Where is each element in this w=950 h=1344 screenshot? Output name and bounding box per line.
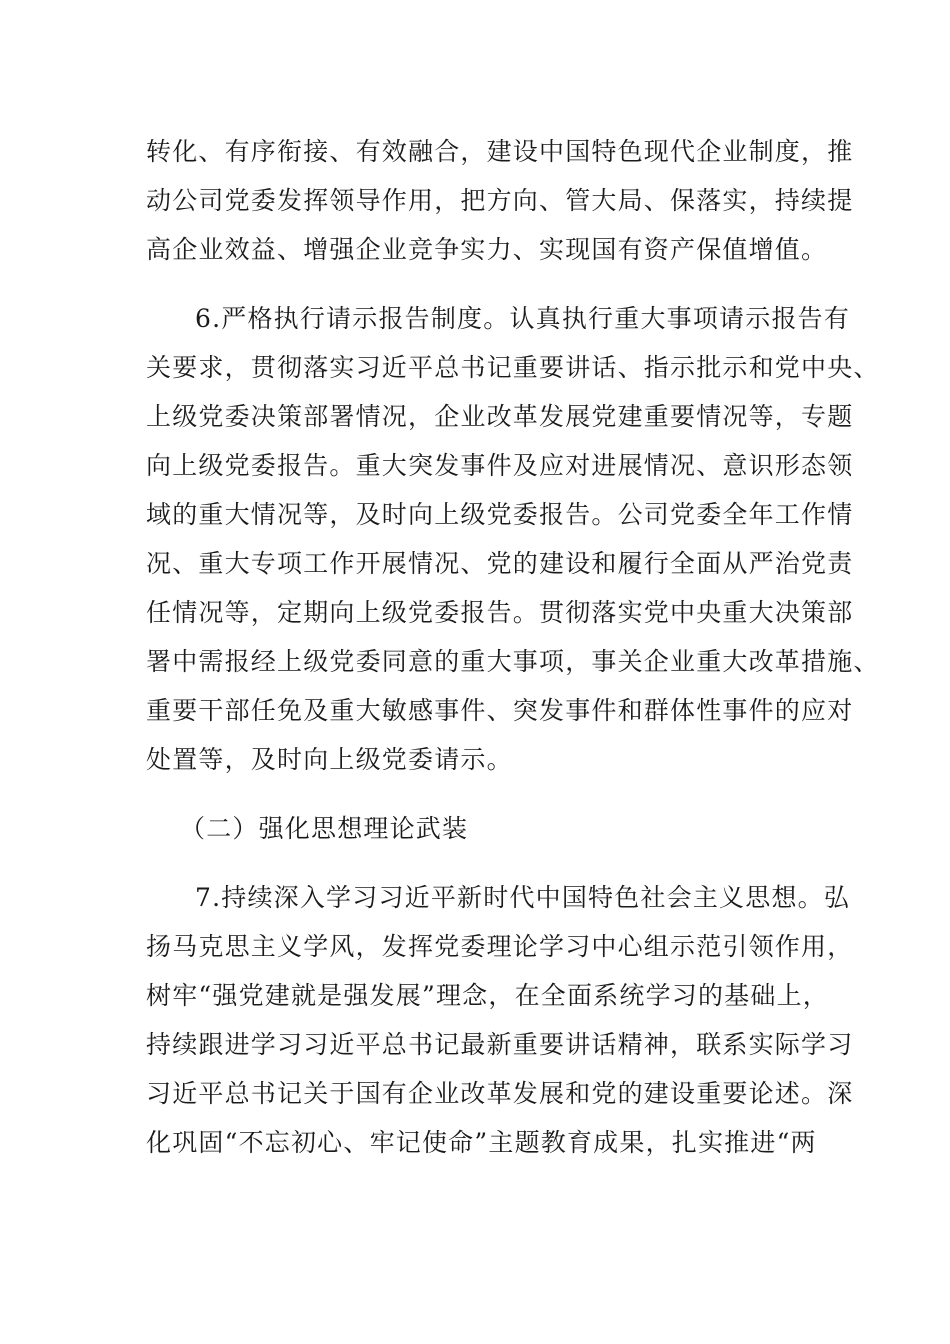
text-line: 关要求，贯彻落实习近平总书记重要讲话、指示批示和党中央、 <box>146 353 880 382</box>
text-line: 域的重大情况等，及时向上级党委报告。公司党委全年工作情 <box>146 500 854 529</box>
text-line: 处置等，及时向上级党委请示。 <box>146 745 513 774</box>
text-line: 化巩固“不忘初心、牢记使命”主题教育成果，扎实推进“两 <box>146 1128 817 1157</box>
text-line: 树牢“强党建就是强发展”理念，在全面系统学习的基础上， <box>146 981 829 1010</box>
text-line: 扬马克思主义学风，发挥党委理论学习中心组示范引领作用， <box>146 932 854 961</box>
text-line: 动公司党委发挥领导作用，把方向、管大局、保落实，持续提 <box>146 186 854 215</box>
section-heading: （二）强化思想理论武装 <box>180 814 469 843</box>
text-line: 习近平总书记关于国有企业改革发展和党的建设重要论述。深 <box>146 1079 854 1108</box>
text-line: 向上级党委报告。重大突发事件及应对进展情况、意识形态领 <box>146 451 854 480</box>
text-line: 转化、有序衔接、有效融合，建设中国特色现代企业制度，推 <box>146 137 854 166</box>
text-line: 重要干部任免及重大敏感事件、突发事件和群体性事件的应对 <box>146 696 854 725</box>
text-line: 上级党委决策部署情况，企业改革发展党建重要情况等，专题 <box>146 402 854 431</box>
paragraph-7-first-line: 7.持续深入学习习近平新时代中国特色社会主义思想。弘 <box>195 883 851 912</box>
text-line: 持续跟进学习习近平总书记最新重要讲话精神，联系实际学习 <box>146 1030 854 1059</box>
text-line: 高企业效益、增强企业竞争实力、实现国有资产保值增值。 <box>146 235 828 264</box>
text-line: 署中需报经上级党委同意的重大事项，事关企业重大改革措施、 <box>146 647 880 676</box>
text-line: 任情况等，定期向上级党委报告。贯彻落实党中央重大决策部 <box>146 598 854 627</box>
paragraph-6-first-line: 6.严格执行请示报告制度。认真执行重大事项请示报告有 <box>195 304 851 333</box>
text-line: 况、重大专项工作开展情况、党的建设和履行全面从严治党责 <box>146 549 854 578</box>
